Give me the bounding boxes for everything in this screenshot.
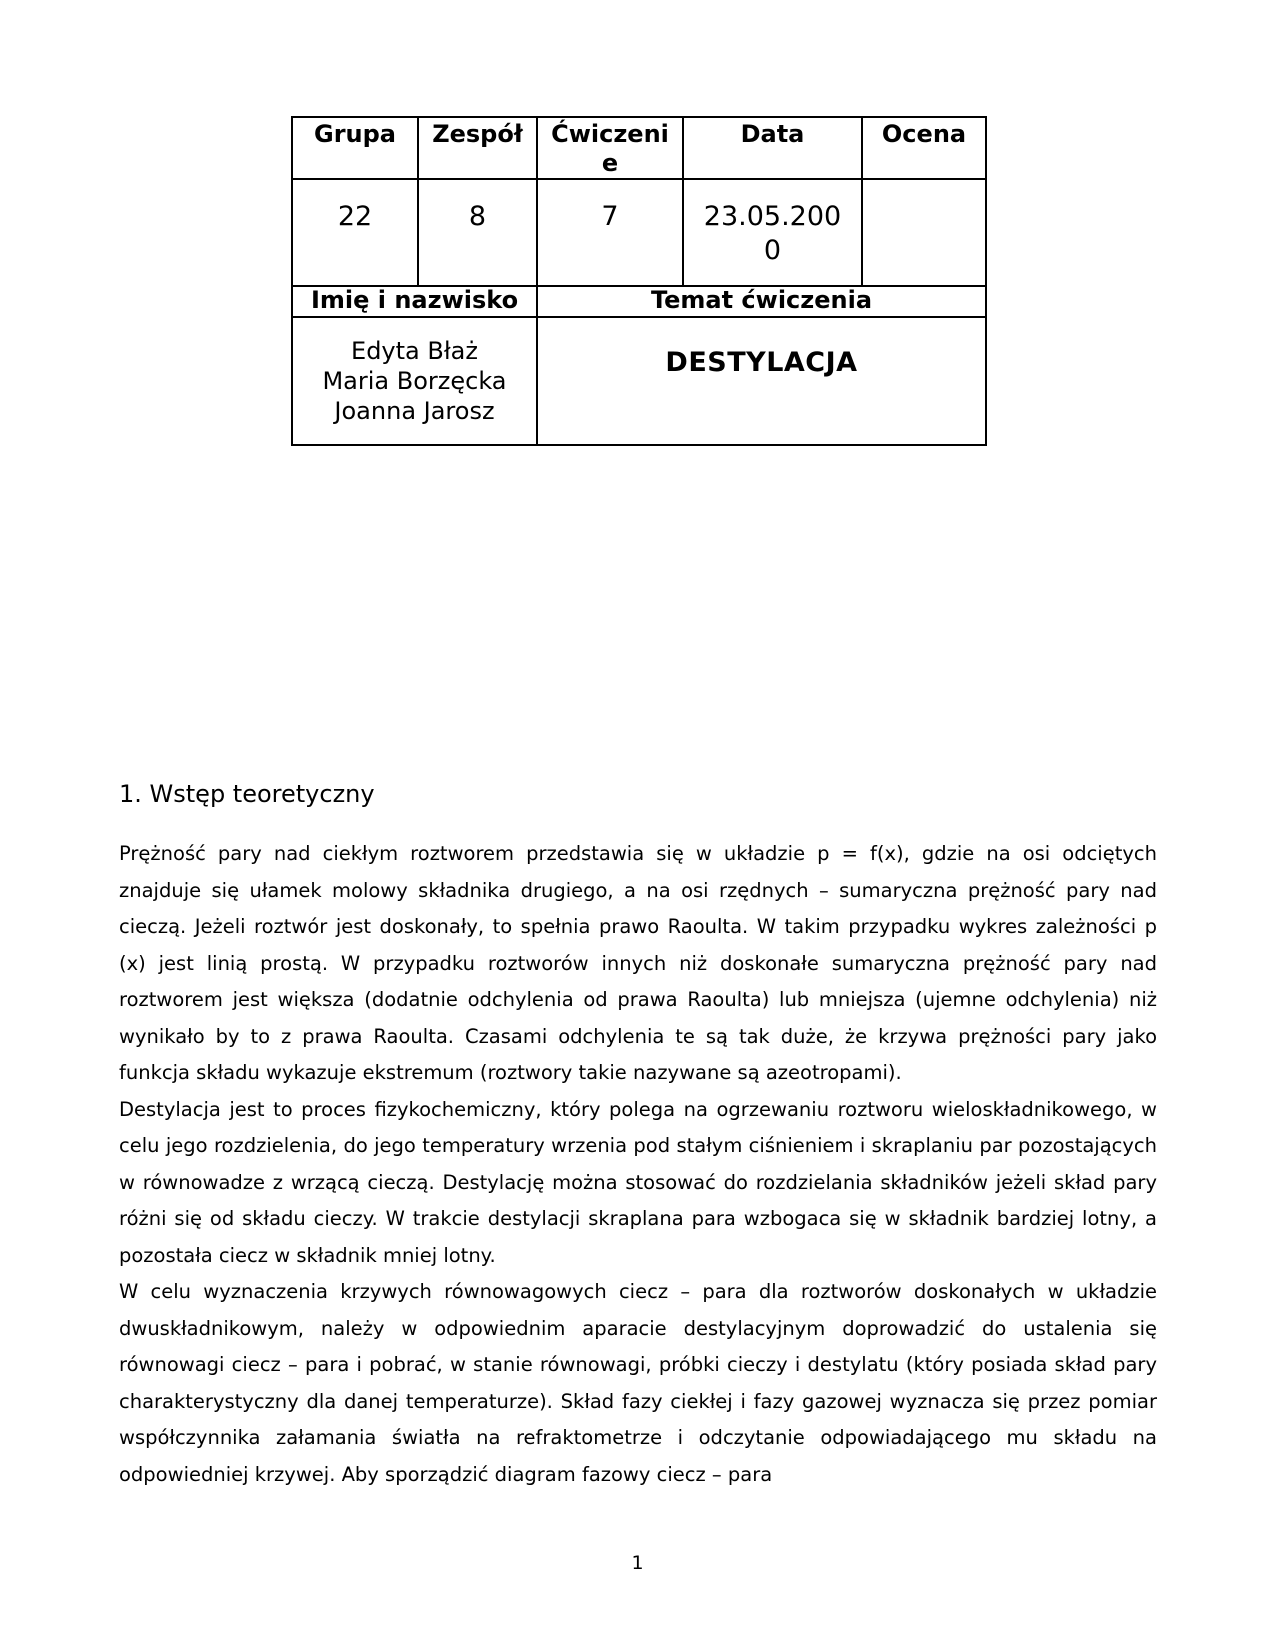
value-date: 23.05.2000 [683,179,862,286]
topic-header: Temat ćwiczenia [537,286,986,317]
student-name: Joanna Jarosz [334,397,495,425]
paragraph: W celu wyznaczenia krzywych równowagowych ciecz – para dla roztworów doskonałych w układzie dwuskładnikowym, należy w odpowiednim aparacie destylacyjnym doprowadzić do ustalenia się równowagi ciecz – para i pobrać, w stanie równowagi, próbki cieczy i destylatu (który posiada skład pary charakterystyczny dla danej temperaturze). Skład fazy ciekłej i fazy gazowej wyznacza się przez pomiar współczynnika załamania światła na refraktometrze i odczytanie odpowiadającego mu składu na odpowiedniej krzywej. Aby sporządzić diagram fazowy ciecz – para [119,1280,1157,1486]
value-exercise: 7 [537,179,683,286]
header-table [291,116,987,446]
paragraph: Destylacja jest to proces fizykochemiczny, który polega na ogrzewaniu roztworu wieloskładnikowego, w celu jego rozdzielenia, do jego temperatury wrzenia pod stałym ciśnieniem i skraplaniu par pozostających w równowadze z wrzącą cieczą. Destylację można stosować do rozdzielania składników jeżeli skład pary różni się od składu cieczy. W trakcie destylacji skraplana para wzbogaca się w składnik bardziej lotny, a pozostała ciecz w składnik mniej lotny. [119,1097,1157,1267]
header-exercise: Ćwiczenie [537,117,683,179]
value-group: 22 [292,179,418,286]
names-cell [292,317,537,445]
topic-title: DESTYLACJA [537,317,986,445]
header-group: Grupa [292,117,418,179]
name-header: Imię i nazwisko [292,286,537,317]
paragraph: Prężność pary nad ciekłym roztworem przedstawia się w układzie p = f(x), gdzie na osi odciętych znajduje się ułamek molowy składnika drugiego, a na osi rzędnych – sumaryczna prężność pary nad cieczą. Jeżeli roztwór jest doskonały, to spełnia prawo Raoulta. W takim przypadku wykres zależności p (x) jest linią prostą. W przypadku roztworów innych niż doskonałe sumaryczna prężność pary nad roztworem jest większa (dodatnie odchylenia od prawa Raoulta) lub mniejsza (ujemne odchylenia) niż wynikało by to z prawa Raoulta. Czasami odchylenia te są tak duże, że krzywa prężności pary jako funkcja składu wykazuje ekstremum (roztwory takie nazywane są azeotropami). [119,842,1157,1084]
header-grade: Ocena [862,117,986,179]
value-team: 8 [418,179,537,286]
value-grade [862,179,986,286]
header-date: Data [683,117,862,179]
header-team: Zespół [418,117,537,179]
body-text [119,836,1157,1493]
student-name: Edyta Błaż [351,337,478,365]
page-number: 1 [631,1552,644,1574]
section-heading: 1. Wstęp teoretyczny [119,780,375,808]
student-name: Maria Borzęcka [322,367,507,395]
